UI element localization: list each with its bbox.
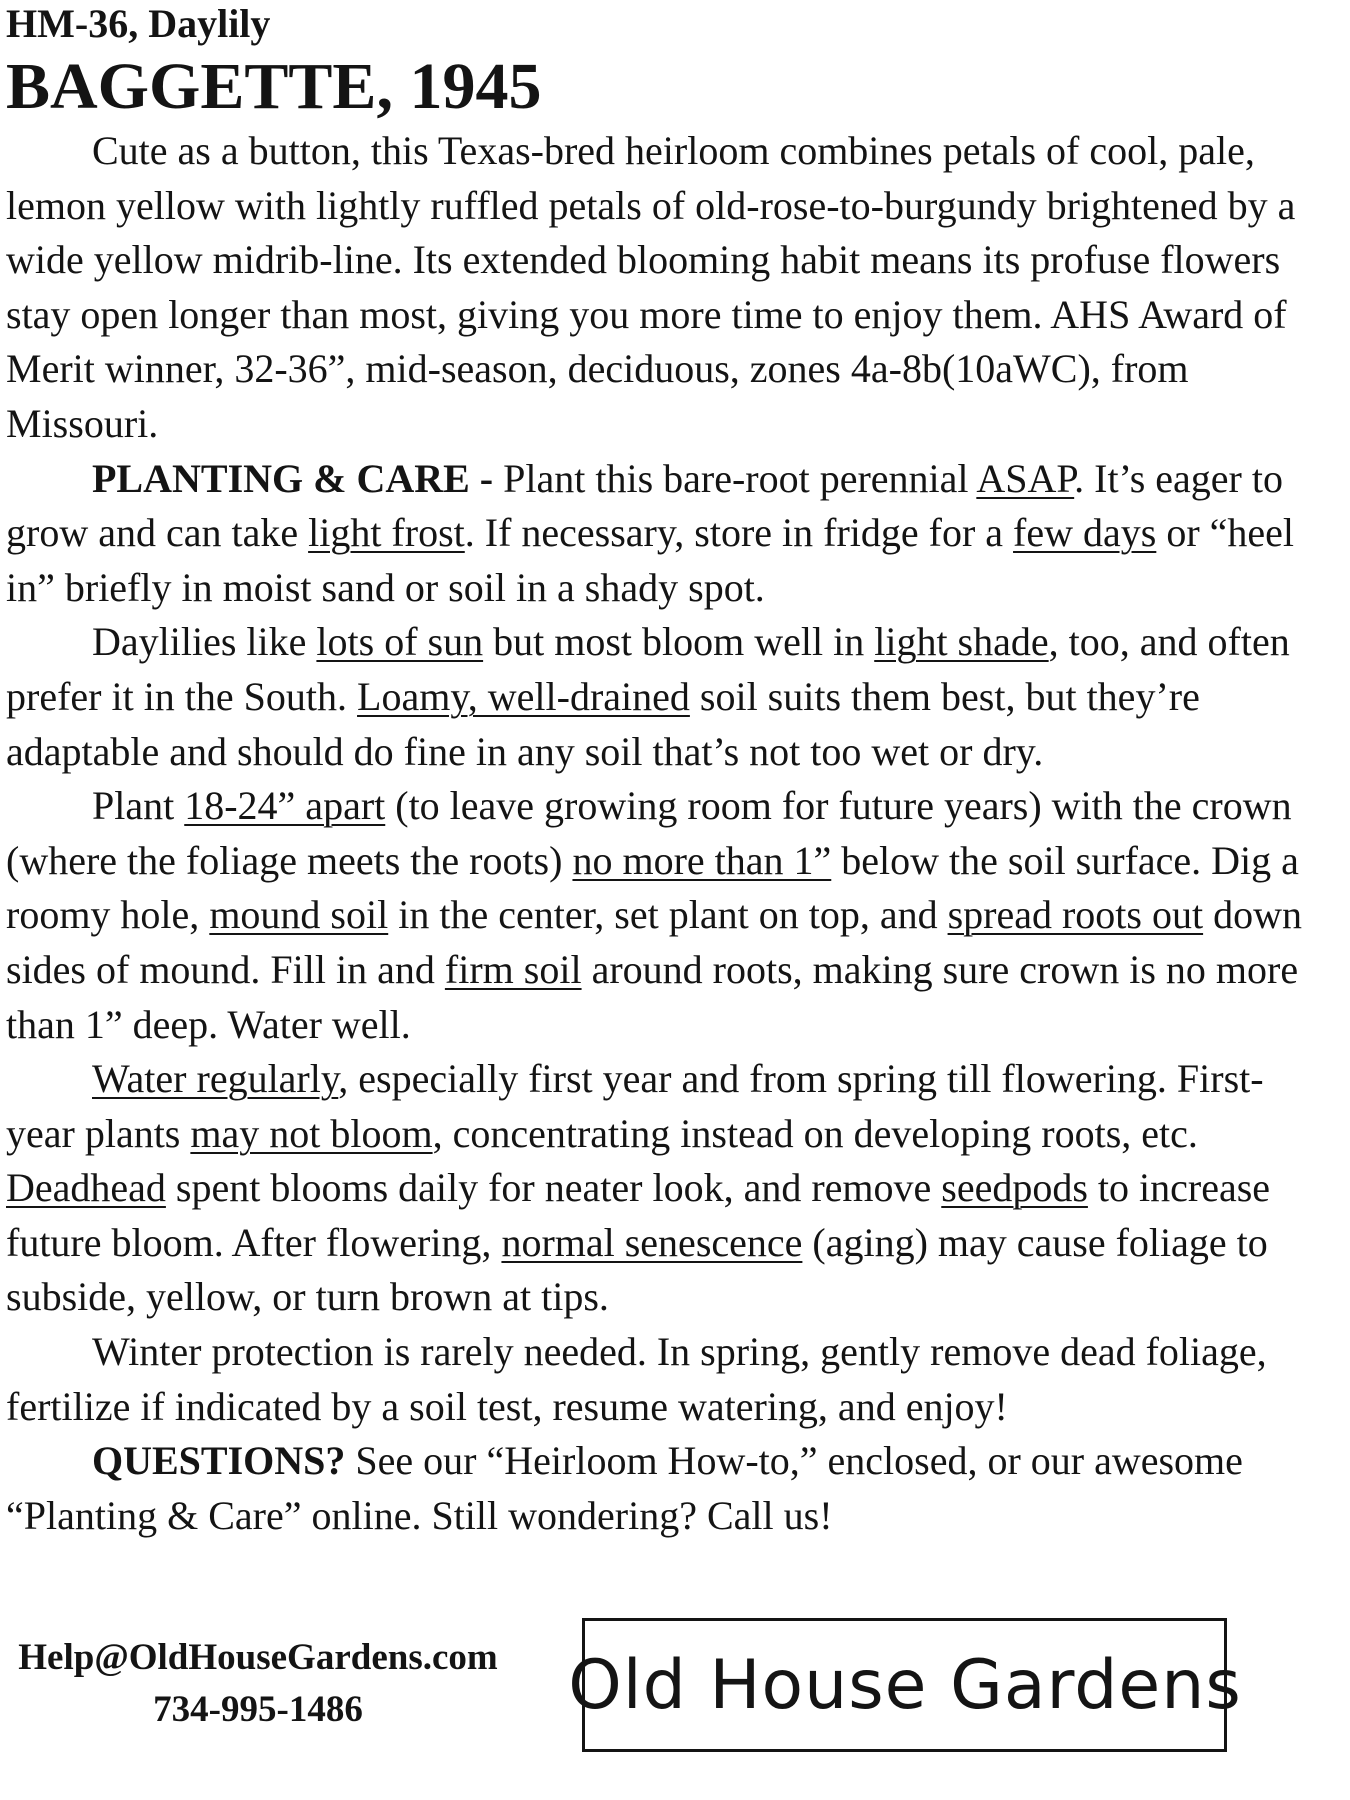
watering-text: , especially first year and from spring till flowering. First-year plants [6,1056,1264,1156]
underlined-text: may not bloom [190,1110,433,1156]
sun-text: , too, and often prefer it in the South. [6,619,1290,719]
planting-paragraph [6,452,1306,616]
underlined-text: normal senescence [501,1219,803,1265]
underlined-text: ASAP [976,455,1075,501]
underlined-text: Water regularly [92,1056,339,1102]
brand-logo [567,1618,1242,1752]
planting-text: . If necessary, store in fridge for a [464,510,1014,556]
winter-paragraph: Winter protection is rarely needed. In spring, gently remove dead foliage, fertilize if indicated by a soil test, resume watering, and enjoy! [6,1329,1267,1429]
sun-text: but most bloom well in [483,619,875,665]
contact-block [0,1632,516,1736]
underlined-text: light frost [308,510,465,556]
planting-text: Plant this bare-root perennial [493,455,977,501]
questions-paragraph [6,1434,1306,1543]
contact-phone[interactable]: 734-995-1486 [153,1689,363,1730]
sun-text: soil suits them best, but they’re adaptable and should do fine in any soil that’s not too wet or dry. [6,673,1200,774]
body-text [6,124,1306,1543]
underlined-text: firm soil [444,946,582,992]
contact-email[interactable]: Help@OldHouseGardens.com [18,1637,498,1678]
page-title: BAGGETTE, 1945 [6,50,542,123]
planting-text: . It’s eager to grow and can take [6,455,1283,556]
watering-text: (aging) may cause foliage to subside, yellow, or turn brown at tips. [6,1219,1268,1320]
watering-text: , concentrating instead on developing roots, etc. [432,1110,1198,1156]
planting-heading: PLANTING & CARE - [92,455,494,501]
underlined-text: spread roots out [947,892,1204,938]
description-paragraph: Cute as a button, this Texas-bred heirloom combines petals of cool, pale, lemon yellow with lightly ruffled petals of old-rose-to-burgundy brightened by a wide yellow midrib-line. Its extended blooming habit means its profuse flowers stay open longer than most, giving you more time to enjoy them. AHS Award of Merit winner, 32-36”, mid-season, deciduous, zones 4a-8b(10aWC), from Missouri. [6,128,1296,446]
spacing-text: (to leave growing room for future years) with the crown (where the foliage meets the roots) [6,783,1292,883]
underlined-text: no more than 1” [572,837,832,883]
underlined-text: 18-24” apart [184,783,386,829]
spacing-text: around roots, making sure crown is no more than 1” deep. Water well. [6,946,1299,1047]
underlined-text: seedpods [941,1165,1088,1211]
spacing-paragraph [6,779,1306,1052]
spacing-text: down sides of mound. Fill in and [6,892,1302,992]
spacing-text: Plant [92,783,185,829]
logo-text: Old House Gardens [567,1646,1242,1725]
underlined-text: mound soil [209,892,389,938]
underlined-text: Deadhead [6,1165,166,1211]
watering-paragraph [6,1052,1306,1325]
logo-wordmark [567,1630,1242,1740]
questions-heading: QUESTIONS? [92,1438,346,1484]
spacing-text: in the center, set plant on top, and [388,892,948,938]
sun-text: Daylilies like [92,619,317,665]
instruction-sheet [6,0,1306,1543]
watering-text: to increase future bloom. After flowering, [6,1165,1271,1265]
underlined-text: Loamy, well-drained [357,673,690,719]
spacing-text: below the soil surface. Dig a roomy hole, [6,837,1299,938]
questions-text: See our “Heirloom How-to,” enclosed, or our awesome “Planting & Care” online. Still wondering? Call us! [6,1438,1243,1538]
underlined-text: lots of sun [316,619,484,665]
product-code: HM-36, Daylily [6,1,271,46]
underlined-text: few days [1013,510,1157,556]
watering-text: spent blooms daily for neater look, and remove [165,1165,942,1211]
underlined-text: light shade [874,619,1049,665]
sun-paragraph [6,615,1306,779]
planting-text: or “heel in” briefly in moist sand or soil in a shady spot. [6,510,1295,610]
